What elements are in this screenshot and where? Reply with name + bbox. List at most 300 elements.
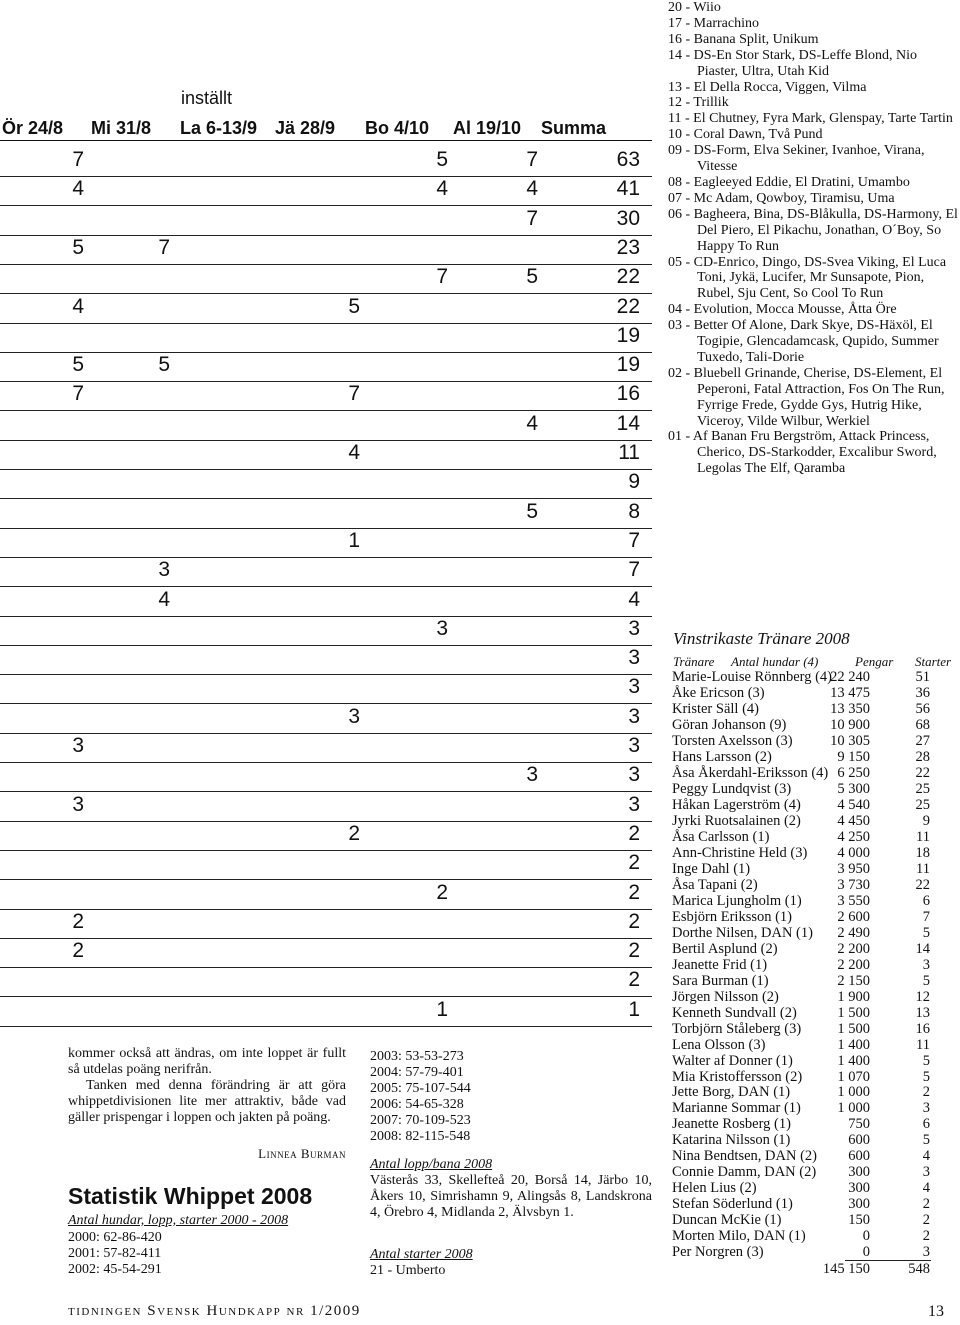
trainer-money: 1 500 [837,1020,870,1037]
starts-heading: Antal starter 2008 [370,1247,473,1262]
trainer-row [672,781,960,797]
points-cell: 5 [158,353,170,377]
trainer-row [672,877,960,893]
points-sum-cell: 2 [628,880,640,904]
trainer-name: Åke Ericson (3) [672,684,765,701]
points-sum-cell: 3 [628,704,640,728]
trainer-money: 1 400 [837,1036,870,1053]
trainer-starts: 51 [915,669,930,685]
trainer-row [672,1100,960,1116]
points-sum-cell: 19 [616,323,640,347]
trainer-starts: 11 [916,1036,930,1053]
starts-list-item: 11 - El Chutney, Fyra Mark, Glenspay, Tarte Tartin [668,111,953,127]
trainer-starts: 68 [915,716,930,733]
trainer-name: Jörgen Nilsson (2) [672,988,779,1005]
trainer-starts: 12 [915,988,930,1005]
points-sum-cell: 11 [618,441,640,464]
trainer-row [672,669,960,685]
points-row [0,470,660,499]
points-cell: 4 [526,177,538,201]
trainer-name: Ann-Christine Held (3) [672,844,808,861]
trainer-money: 3 730 [837,876,870,893]
trainer-money: 300 [848,1180,870,1197]
trainer-money: 1 500 [837,1004,870,1021]
starts-list-item: 13 - El Della Rocca, Viggen, Vilma [668,79,867,95]
page-number: 13 [928,1303,944,1320]
points-row [0,734,660,763]
trainer-name: Marianne Sommar (1) [672,1100,801,1117]
starts-list-item: 08 - Eagleeyed Eddie, El Dratini, Umambo [668,174,910,190]
points-cell: 5 [436,148,448,171]
trainer-starts: 56 [915,700,930,717]
starts-list-item: 20 - Wiio [668,0,721,15]
points-sum-cell: 2 [628,909,640,933]
trainer-money: 10 305 [830,732,870,749]
article-paragraph-2: Tanken med denna förändring är att göra whippetdivisionen lite mer attraktiv, både vad gäller prispengar i loppen och jakten på poäng. [68,1078,346,1125]
stats-years-right [370,1049,471,1145]
trainer-name: Jette Borg, DAN (1) [672,1084,791,1101]
starts-list-item: 02 - Bluebell Grinande, Cherise, DS-Element, El Peperoni, Fatal Attraction, Fos On The Run, Fyrrige Frede, Gydde Gys, Hutrig Hike, Viceroy, Vilde Wilbur, Werkiel [668,365,945,429]
trainers-header-money: Pengar [855,654,894,669]
trainer-name: Jyrki Ruotsalainen (2) [672,812,801,829]
trainer-money: 3 950 [837,860,870,877]
trainer-name: Inge Dahl (1) [672,860,751,877]
trainer-money: 750 [848,1116,870,1133]
stats-year-line: 2002: 45-54-291 [68,1262,162,1277]
points-sum-cell: 8 [628,499,640,523]
stats-year-line: 2004: 57-79-401 [370,1065,464,1080]
points-sum-cell: 41 [616,177,640,201]
trainers-title: Vinstrikaste Tränare 2008 [673,629,850,648]
trainer-starts: 6 [922,1116,930,1133]
points-cell: 3 [348,704,360,728]
trainer-starts: 3 [922,1100,930,1117]
trainer-row [672,1244,960,1260]
points-sum-cell: 7 [628,528,640,552]
trainer-name: Duncan McKie (1) [672,1212,782,1229]
trainer-name: Katarina Nilsson (1) [672,1132,791,1149]
trainer-name: Stefan Söderlund (1) [672,1196,793,1213]
trainer-starts: 2 [922,1228,930,1245]
points-cell: 3 [436,616,448,640]
trainer-money: 1 070 [837,1068,870,1085]
trainer-name: Morten Milo, DAN (1) [672,1228,806,1245]
trainer-starts: 16 [915,1020,930,1037]
trainer-money: 2 150 [837,972,870,989]
stats-subtitle: Antal hundar, lopp, starter 2000 - 2008 [68,1213,289,1228]
stats-title: Statistik Whippet 2008 [68,1183,313,1209]
starts-list-item: 14 - DS-En Stor Stark, DS-Leffe Blond, Nio Piaster, Ultra, Utah Kid [668,47,917,79]
points-row [0,998,660,1027]
article-paragraph-1: kommer också att ändras, om inte loppet är fullt så utdelas poäng nerifrån. [68,1046,346,1077]
starts-text: 21 - Umberto [370,1263,446,1278]
trainer-row [672,957,960,973]
trainer-money: 4 250 [837,828,870,845]
points-row [0,295,660,324]
trainers-header-starts: Starter [915,654,952,669]
points-row [0,236,660,265]
points-row [0,851,660,880]
tracks-text: Västerås 33, Skellefteå 20, Borså 14, Järbo 10, Åkers 10, Simrishamn 9, Alingsås 8, Landskrona 4, Örebro 4, Midlanda 2, Älvsbyn 1. [370,1173,652,1220]
trainer-money: 0 [862,1228,870,1245]
trainer-name: Hans Larsson (2) [672,748,772,765]
trainer-name: Helen Lius (2) [672,1180,757,1197]
trainer-row [672,701,960,717]
starts-list-item: 10 - Coral Dawn, Två Pund [668,127,823,143]
points-row [0,382,660,411]
trainer-name: Marica Ljungholm (1) [672,892,802,909]
column-header: Al 19/10 [453,118,522,138]
trainer-starts: 11 [916,828,930,845]
points-row [0,646,660,675]
trainer-money: 300 [848,1196,870,1213]
trainer-money: 600 [848,1132,870,1149]
column-header: Summa [541,118,607,138]
trainer-money: 6 250 [837,764,870,781]
trainer-name: Peggy Lundqvist (3) [672,780,792,797]
points-cell: 5 [526,265,538,289]
starts-list-item: 09 - DS-Form, Elva Sekiner, Ivanhoe, Virana, Vitesse [668,143,925,175]
trainer-starts: 2 [922,1084,930,1101]
points-sum-cell: 3 [628,616,640,640]
trainer-row [672,989,960,1005]
trainer-name: Jeanette Rosberg (1) [672,1116,791,1133]
trainer-starts: 4 [922,1148,930,1165]
trainers-total-money: 145 150 [822,1261,870,1277]
starts-list-item: 05 - CD-Enrico, Dingo, DS-Svea Viking, El Luca Toni, Jykä, Lucifer, Mr Sunsapote, Pion, Rubel, Sju Cent, So Cool To Run [668,254,947,302]
points-cell: 2 [348,821,360,845]
trainer-row [672,1228,960,1244]
trainer-starts: 13 [915,1004,930,1021]
stats-year-line: 2001: 57-82-411 [68,1246,162,1261]
stats-years-left [68,1230,162,1278]
trainer-starts: 5 [922,1132,930,1149]
points-row [0,500,660,529]
points-sum-cell: 23 [616,235,640,259]
points-sum-cell: 3 [628,763,640,787]
trainer-money: 3 550 [837,892,870,909]
points-sum-cell: 14 [616,411,640,435]
trainer-row [672,829,960,845]
trainer-name: Håkan Lagerström (4) [672,796,801,813]
header-rule [0,140,652,141]
trainer-name: Torbjörn Ståleberg (3) [672,1020,802,1037]
starts-list-item: 17 - Marrachino [668,15,759,31]
points-cell: 2 [72,939,84,963]
trainer-money: 2 200 [837,940,870,957]
points-cell: 4 [72,177,84,201]
points-sum-cell: 2 [628,821,640,845]
points-row [0,529,660,558]
points-cell: 7 [436,265,448,289]
points-cell: 7 [526,206,538,230]
points-sum-cell: 30 [616,206,640,230]
trainer-money: 0 [862,1244,870,1261]
trainer-row [672,973,960,989]
stats-year-line: 2006: 54-65-328 [370,1097,464,1112]
points-row [0,148,660,177]
trainer-starts: 14 [915,940,930,957]
trainer-starts: 22 [915,876,930,893]
tracks-heading: Antal lopp/bana 2008 [370,1157,493,1172]
trainer-money: 5 300 [837,780,870,797]
trainer-row [672,909,960,925]
points-cell: 4 [436,177,448,201]
trainer-starts: 3 [922,1244,930,1261]
points-sum-cell: 1 [628,997,640,1021]
trainer-row [672,1164,960,1180]
trainer-row [672,1196,960,1212]
trainer-starts: 5 [922,972,930,989]
trainer-starts: 28 [915,748,930,765]
trainer-money: 600 [848,1148,870,1165]
trainer-row [672,1053,960,1069]
column-header: Mi 31/8 [91,118,152,138]
points-sum-cell: 9 [628,470,640,494]
stats-year-line: 2005: 75-107-544 [370,1081,471,1096]
points-cell: 7 [72,148,84,171]
points-cell: 7 [72,382,84,406]
starts-list-item: 07 - Mc Adam, Qowboy, Tiramisu, Uma [668,190,895,206]
trainer-starts: 25 [915,796,930,813]
trainer-starts: 4 [922,1180,930,1197]
trainer-row [672,749,960,765]
points-row [0,675,660,704]
points-sum-cell: 4 [628,587,640,611]
trainer-money: 13 350 [830,700,870,717]
points-cell: 2 [436,880,448,904]
trainer-name: Krister Säll (4) [672,700,759,717]
trainer-row [672,1069,960,1085]
cancelled-label: inställt [181,88,233,108]
trainer-money: 10 900 [830,716,870,733]
trainer-name: Jeanette Frid (1) [672,956,768,973]
points-sum-cell: 2 [628,939,640,963]
points-cell: 7 [158,235,170,259]
trainer-starts: 5 [922,1068,930,1085]
trainer-starts: 7 [922,908,930,925]
trainer-starts: 5 [922,1052,930,1069]
trainer-row [672,941,960,957]
trainer-money: 4 540 [837,796,870,813]
points-row [0,910,660,939]
points-cell: 2 [72,909,84,933]
points-cell: 3 [72,734,84,757]
trainer-money: 22 240 [830,669,870,685]
trainer-starts: 3 [922,956,930,973]
points-row [0,412,660,441]
trainer-name: Walter af Donner (1) [672,1052,793,1069]
trainer-starts: 11 [916,860,930,877]
trainer-row [672,733,960,749]
points-cell: 4 [348,441,360,464]
trainer-starts: 3 [922,1164,930,1181]
trainer-name: Kenneth Sundvall (2) [672,1004,797,1021]
trainer-starts: 2 [922,1196,930,1213]
trainer-row [672,765,960,781]
points-row [0,968,660,997]
starts-list-item: 16 - Banana Split, Unikum [668,31,819,47]
starts-list [668,0,958,477]
trainers-header-dogs: Antal hundar (4) [731,654,819,669]
points-sum-cell: 19 [616,353,640,377]
trainer-row [672,1212,960,1228]
trainer-money: 2 600 [837,908,870,925]
trainer-starts: 25 [915,780,930,797]
points-cell: 3 [158,558,170,582]
points-cell: 3 [72,792,84,816]
row-rule [0,1026,652,1027]
points-cell: 5 [526,499,538,523]
trainer-starts: 36 [915,684,930,701]
trainer-money: 1 000 [837,1100,870,1117]
trainer-money: 4 450 [837,812,870,829]
points-cell: 4 [526,411,538,435]
trainer-name: Mia Kristoffersson (2) [672,1068,803,1085]
points-sum-cell: 2 [628,851,640,875]
points-row [0,822,660,851]
starts-list-item: 01 - Af Banan Fru Bergström, Attack Princess, Cherico, DS-Starkodder, Excalibur Sword, Legolas The Elf, Qaramba [668,429,937,477]
column-header: Ör 24/8 [2,118,64,138]
trainer-money: 4 000 [837,844,870,861]
points-sum-cell: 3 [628,792,640,816]
trainers-total-starts: 548 [908,1261,930,1277]
trainer-name: Per Norgren (3) [672,1244,764,1261]
trainer-row [672,1021,960,1037]
stats-year-line: 2008: 82-115-548 [370,1129,471,1144]
points-cell: 4 [72,294,84,318]
trainers-totals [672,1261,960,1277]
points-sum-cell: 22 [616,294,640,318]
trainer-starts: 27 [915,732,930,749]
trainer-name: Åsa Åkerdahl-Eriksson (4) [672,764,829,781]
stats-year-line: 2003: 53-53-273 [370,1049,464,1064]
points-sum-cell: 3 [628,734,640,757]
trainer-starts: 9 [922,812,930,829]
points-row [0,207,660,236]
trainer-money: 300 [848,1164,870,1181]
trainer-row [672,1180,960,1196]
trainer-starts: 5 [922,924,930,941]
points-row [0,588,660,617]
starts-list-item: 12 - Trillik [668,95,729,111]
trainer-starts: 6 [922,892,930,909]
trainer-row [672,1005,960,1021]
trainer-name: Bertil Asplund (2) [672,940,778,957]
points-cell: 5 [72,353,84,377]
points-sum-cell: 16 [616,382,640,406]
trainer-row [672,861,960,877]
points-cell: 7 [348,382,360,406]
points-row [0,558,660,587]
trainer-starts: 22 [915,764,930,781]
points-sum-cell: 7 [628,558,640,582]
trainer-row [672,1116,960,1132]
points-cell: 3 [526,763,538,787]
trainer-name: Torsten Axelsson (3) [672,732,793,749]
points-row [0,265,660,294]
points-row [0,705,660,734]
trainer-money: 2 200 [837,956,870,973]
footer-publication: tidningen Svensk Hundkapp nr 1/2009 [68,1303,361,1319]
trainer-name: Esbjörn Eriksson (1) [672,908,793,925]
trainer-starts: 18 [915,844,930,861]
trainer-money: 1 400 [837,1052,870,1069]
trainer-row [672,1148,960,1164]
trainer-row [672,1132,960,1148]
points-sum-cell: 2 [628,968,640,992]
trainer-money: 1 000 [837,1084,870,1101]
points-row [0,763,660,792]
points-row [0,177,660,206]
trainer-name: Marie-Louise Rönnberg (4) [672,669,832,685]
points-cell: 5 [348,294,360,318]
trainer-row [672,893,960,909]
column-header: Bo 4/10 [365,118,430,138]
trainer-name: Åsa Tapani (2) [672,876,758,893]
column-header: La 6-13/9 [180,118,258,138]
article-block [68,1046,346,1126]
trainer-row [672,1037,960,1053]
starts-list-item: 06 - Bagheera, Bina, DS-Blåkulla, DS-Harmony, El Del Piero, El Pikachu, Jonathan, O´Boy, So Happy To Run [668,206,958,254]
trainer-money: 2 490 [837,924,870,941]
trainer-row [672,797,960,813]
trainer-row [672,845,960,861]
starts-list-item: 03 - Better Of Alone, Dark Skye, DS-Häxöl, El Togipie, Glencadamcask, Qupido, Summer Tuxedo, Tali-Dorie [668,318,939,365]
trainer-name: Lena Olsson (3) [672,1036,766,1053]
trainer-name: Sara Burman (1) [672,972,769,989]
trainer-row [672,925,960,941]
points-sum-cell: 22 [616,265,640,289]
points-cell: 7 [526,148,538,171]
points-row [0,939,660,968]
trainers-header [673,654,960,670]
trainer-money: 9 150 [837,748,870,765]
points-sum-cell: 3 [628,646,640,670]
stats-year-line: 2007: 70-109-523 [370,1113,471,1128]
trainer-row [672,717,960,733]
points-cell: 1 [436,997,448,1021]
points-cell: 5 [72,235,84,259]
stats-year-line: 2000: 62-86-420 [68,1230,162,1245]
trainer-money: 13 475 [830,684,870,701]
trainer-row [672,685,960,701]
trainer-name: Connie Damm, DAN (2) [672,1164,817,1181]
column-header: Jä 28/9 [275,118,336,138]
points-row [0,324,660,353]
trainer-name: Göran Johanson (9) [672,716,787,733]
points-row [0,881,660,910]
trainer-starts: 2 [922,1212,930,1229]
starts-list-item: 04 - Evolution, Mocca Mousse, Åtta Öre [668,302,897,318]
points-row [0,441,660,470]
points-cell: 1 [348,528,360,552]
points-sum-cell: 63 [616,148,640,171]
trainer-row [672,813,960,829]
trainer-money: 1 900 [837,988,870,1005]
trainer-row [672,1084,960,1100]
trainer-money: 150 [848,1212,870,1229]
trainer-name: Åsa Carlsson (1) [672,828,770,845]
points-row [0,353,660,382]
article-author: Linnea Burman [258,1146,346,1161]
points-row [0,617,660,646]
trainer-name: Nina Bendtsen, DAN (2) [672,1148,817,1165]
points-sum-cell: 3 [628,675,640,699]
trainer-name: Dorthe Nilsen, DAN (1) [672,924,813,941]
points-row [0,793,660,822]
points-cell: 4 [158,587,170,611]
